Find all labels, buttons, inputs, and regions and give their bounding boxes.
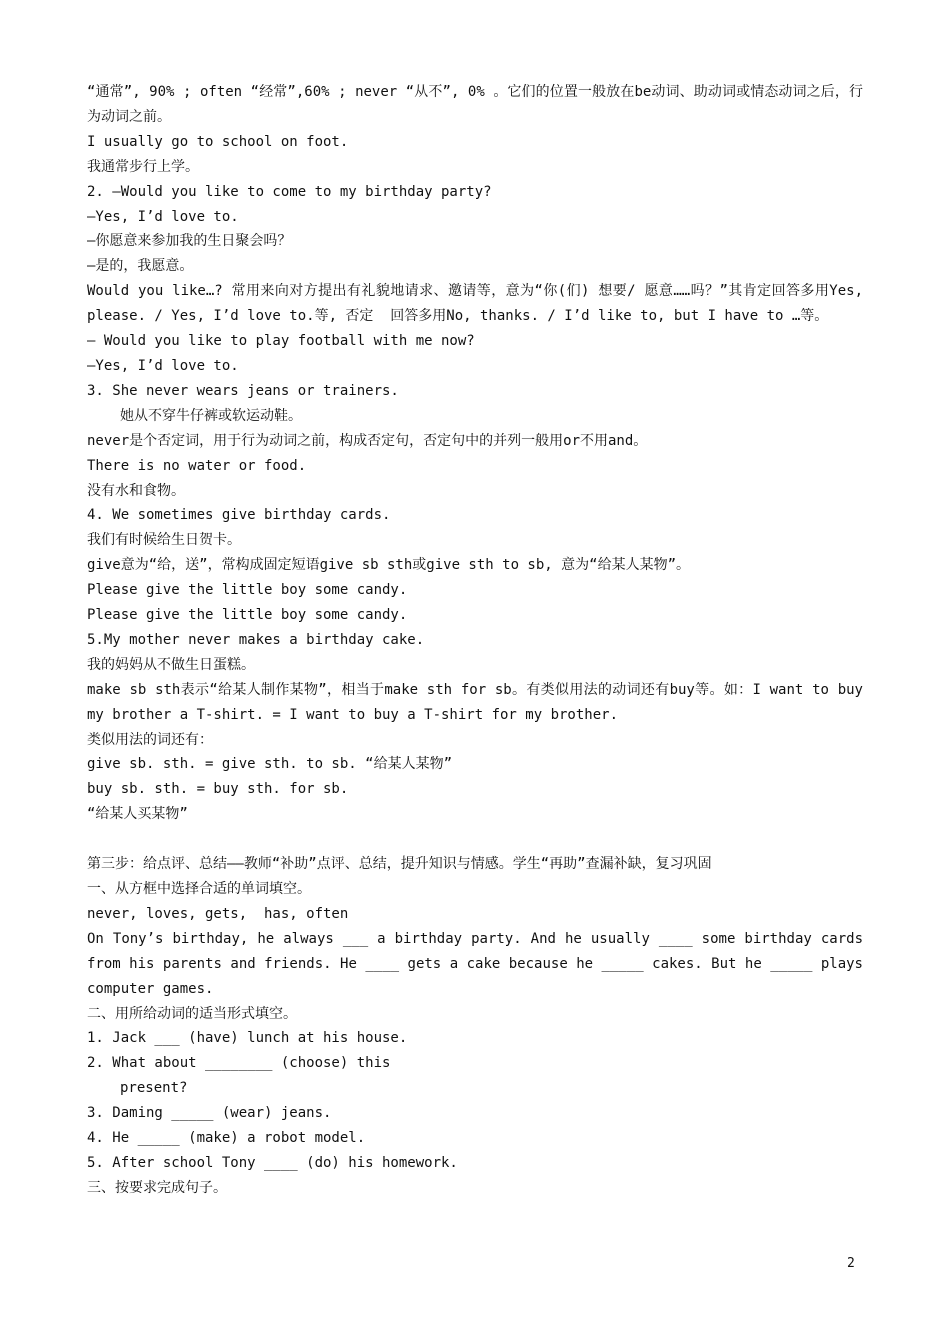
example-sentence: Please give the little boy some candy. [87, 582, 408, 599]
exercise-2-item-3: 3. Daming _____ (wear) jeans. [87, 1105, 332, 1122]
usage-buy-meaning: “给某人买某物” [87, 806, 188, 823]
page-number: 2 [847, 1256, 855, 1271]
exercise-2-item-1: 1. Jack ___ (have) lunch at his house. [87, 1030, 408, 1047]
point-3-sentence: 3. She never wears jeans or trainers. [87, 382, 399, 399]
exercise-2-heading: 二、用所给动词的适当形式填空。 [87, 1005, 297, 1022]
point-4-translation: 我们有时候给生日贺卡。 [87, 532, 241, 549]
example-sentence: —Yes, I’d love to. [87, 357, 239, 374]
point-5-sentence: 5.My mother never makes a birthday cake. [87, 631, 425, 648]
example-sentence: I usually go to school on foot. [87, 133, 349, 150]
step-3-heading: 第三步：给点评、总结——教师“补助”点评、总结，提升知识与情感。学生“再助”查漏补缺，复习巩固 [87, 856, 712, 873]
document-body [87, 80, 872, 1201]
similar-usage-heading: 类似用法的词还有： [87, 731, 213, 748]
point-2-answer: —Yes, I’d love to. [87, 208, 239, 225]
paragraph-never: never是个否定词，用于行为动词之前，构成否定句，否定句中的并列一般用or不用and。 [87, 432, 648, 449]
exercise-3-heading: 三、按要求完成句子。 [87, 1179, 227, 1196]
example-translation: 没有水和食物。 [87, 482, 185, 499]
paragraph-give: give意为“给，送”，常构成固定短语give sb sth或give sth to sb, 意为“给某人某物”。 [87, 557, 691, 574]
example-sentence: Please give the little boy some candy. [87, 607, 408, 624]
point-4-sentence: 4. We sometimes give birthday cards. [87, 507, 391, 524]
example-translation: 我通常步行上学。 [87, 158, 199, 175]
point-2-question-translation: —你愿意来参加我的生日聚会吗？ [87, 233, 292, 250]
example-sentence: — Would you like to play football with me now? [87, 333, 475, 350]
example-sentence: There is no water or food. [87, 457, 307, 474]
exercise-1-heading: 一、从方框中选择合适的单词填空。 [87, 880, 311, 897]
paragraph-would-you-like: Would you like…? 常用来向对方提出有礼貌地请求、邀请等，意为“你(们) 想要/ 愿意……吗？”其肯定回答多用Yes, please. / Yes, I’d love to.等, 否定 回答多用No, thanks. / I’d like to, but I have to …等。 [87, 283, 872, 325]
point-3-translation: 她从不穿牛仔裤或软运动鞋。 [120, 407, 302, 424]
exercise-2-item-2-continued: present? [120, 1080, 188, 1097]
exercise-2-item-5: 5. After school Tony ____ (do) his homework. [87, 1154, 458, 1171]
point-5-translation: 我的妈妈从不做生日蛋糕。 [87, 656, 255, 673]
point-2-question: 2. —Would you like to come to my birthday party? [87, 183, 492, 200]
paragraph-adverbs-position: “通常”, 90% ; often “经常”,60% ; never “从不”, 0% 。它们的位置一般放在be动词、助动词或情态动词之后，行为动词之前。 [87, 84, 863, 125]
usage-give: give sb. sth. = give sth. to sb. “给某人某物” [87, 756, 453, 773]
point-2-answer-translation: —是的，我愿意。 [87, 258, 194, 275]
exercise-2-item-4: 4. He _____ (make) a robot model. [87, 1130, 366, 1147]
paragraph-make: make sb sth表示“给某人制作某物”，相当于make sth for sb。有类似用法的动词还有buy等。如：I want to buy my brother a T-shirt. = I want to buy a T-shirt for my brother. [87, 681, 872, 723]
exercise-2-item-2: 2. What about ________ (choose) this [87, 1055, 391, 1072]
exercise-1-word-box: never, loves, gets, has, often [87, 905, 349, 922]
blank-line [87, 827, 863, 852]
usage-buy: buy sb. sth. = buy sth. for sb. [87, 781, 349, 798]
exercise-1-passage: On Tony’s birthday, he always ___ a birthday party. And he usually ____ some birthday cards from his parents and friends. He ____ gets a cake because he _____ cakes. But he _____ plays computer games. [87, 930, 872, 997]
